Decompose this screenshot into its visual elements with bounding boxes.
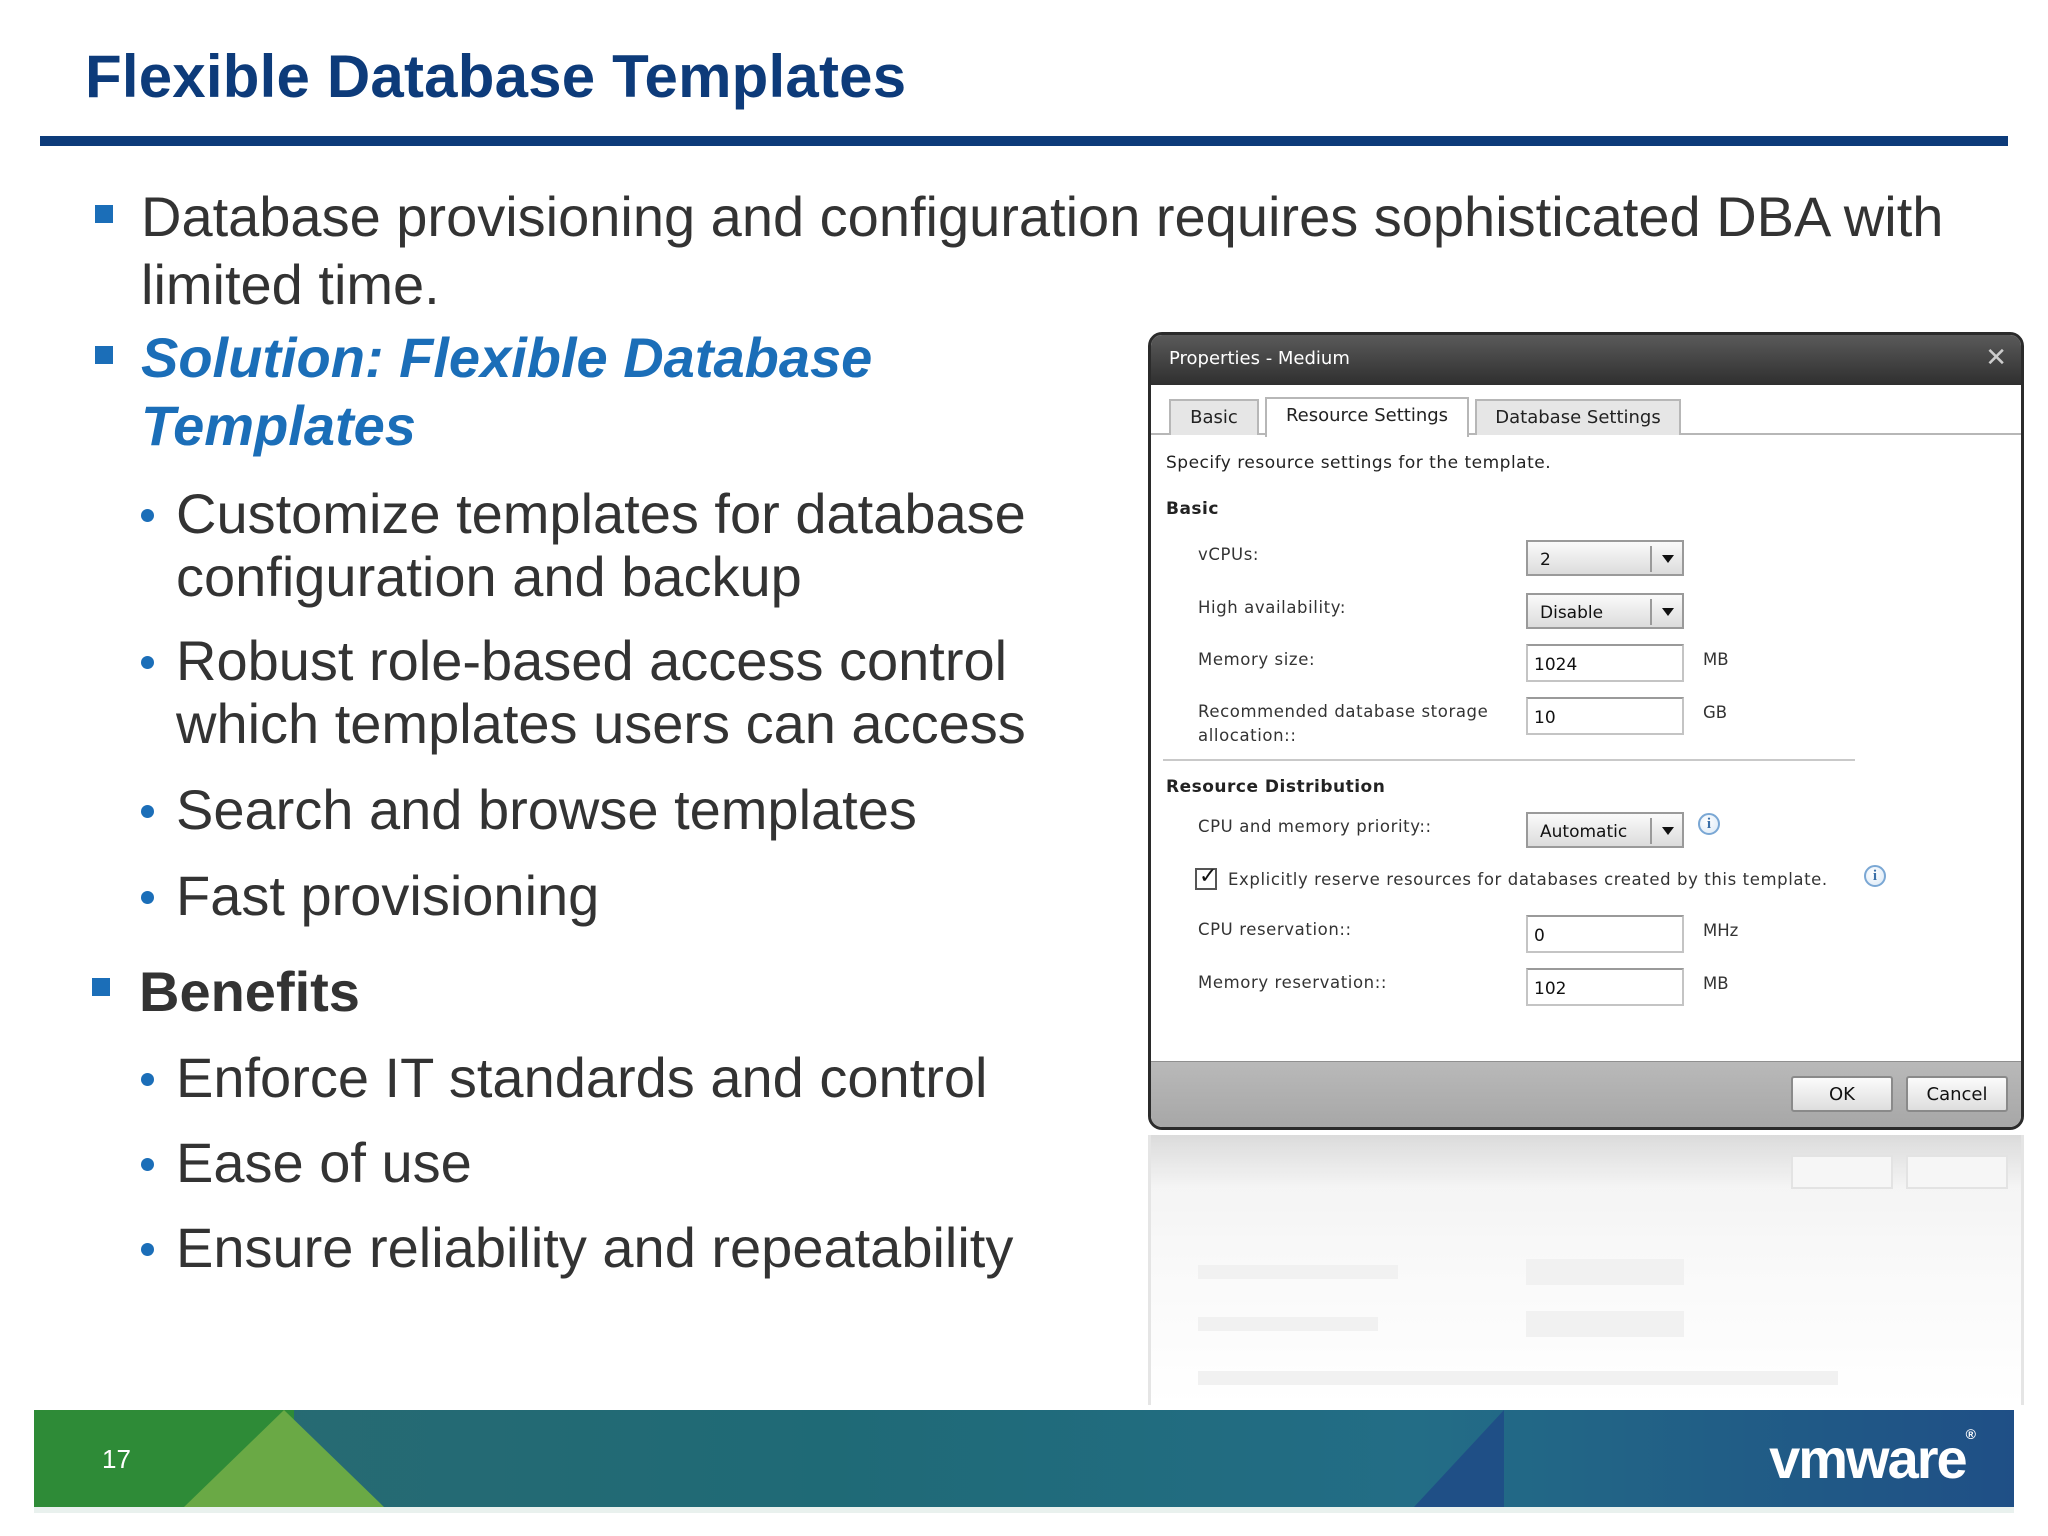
registered-mark: ® [1965,1426,1976,1442]
chevron-down-icon [1662,555,1674,563]
bullet-text: limited time. [141,253,440,316]
title-rule [40,136,2008,146]
vcpus-label: vCPUs: [1198,545,1260,564]
dialog-tabs [1151,395,2021,435]
dialog-titlebar [1151,335,2021,385]
solution-heading: Solution: Flexible Database [141,326,873,389]
basic-heading: Basic [1166,499,1219,519]
cpu-memory-priority-value: Automatic [1540,822,1628,842]
reflection-line [1526,1311,1684,1337]
sub-bullet-text: Customize templates for database [176,482,1026,545]
sub-bullet-text: Enforce IT standards and control [176,1046,988,1109]
tab-basic[interactable]: Basic [1169,399,1259,435]
dialog-footer [1151,1061,2021,1127]
bullet-dot-icon [141,891,154,904]
sub-bullet-text: Ensure reliability and repeatability [176,1216,1014,1279]
footer-band [34,1410,2014,1507]
memory-reservation-label: Memory reservation:: [1198,973,1388,992]
storage-input[interactable] [1526,697,1684,735]
cpu-reservation-unit: MHz [1703,921,1739,940]
cpu-reservation-input[interactable] [1526,915,1684,953]
chevron-down-icon [1662,827,1674,835]
bottom-strip [34,1507,2014,1513]
storage-unit: GB [1703,703,1728,722]
bullet-dot-icon [141,1158,154,1171]
memory-reservation-input[interactable] [1526,968,1684,1006]
cpu-memory-priority-label: CPU and memory priority:: [1198,817,1432,836]
reflection-button [1791,1155,1893,1189]
bullet-dot-icon [141,805,154,818]
resource-distribution-heading: Resource Distribution [1166,777,1386,797]
tab-resource-settings[interactable]: Resource Settings [1265,397,1469,437]
info-icon[interactable]: i [1864,865,1886,887]
dialog-title: Properties - Medium [1169,348,1350,369]
select-divider [1650,818,1652,844]
slide-title: Flexible Database Templates [85,43,907,110]
dialog-reflection [1148,1135,2024,1405]
tab-database-settings[interactable]: Database Settings [1475,399,1681,435]
bullet-dot-icon [141,509,154,522]
checkmark-icon: ✓ [1199,864,1218,889]
cpu-reservation-value: 0 [1534,926,1545,946]
solution-heading: Templates [141,394,416,457]
footer-triangle [1414,1410,1504,1507]
bullet-square-icon [95,205,113,223]
bullet-dot-icon [141,656,154,669]
page-number: 17 [102,1444,131,1474]
reflection-line [1198,1317,1378,1331]
footer-triangle [184,1410,384,1507]
close-icon[interactable]: ✕ [1985,343,2007,373]
ok-button[interactable]: OK [1791,1076,1893,1112]
memory-size-label: Memory size: [1198,650,1316,669]
bullet-dot-icon [141,1243,154,1256]
chevron-down-icon [1662,608,1674,616]
cancel-button[interactable]: Cancel [1906,1076,2008,1112]
sub-bullet-text: Search and browse templates [176,778,917,841]
logo-text: vmware [1769,1427,1966,1490]
storage-value: 10 [1534,708,1556,728]
bullet-square-icon [92,978,110,996]
memory-reservation-value: 102 [1534,979,1567,999]
sub-bullet-text: Robust role-based access control [176,629,1008,692]
vcpus-select[interactable] [1526,540,1684,576]
reflection-footer [1151,1135,2021,1189]
cpu-reservation-label: CPU reservation:: [1198,920,1352,939]
high-availability-select[interactable] [1526,593,1684,629]
reflection-line [1526,1259,1684,1285]
high-availability-label: High availability: [1198,598,1347,617]
high-availability-value: Disable [1540,603,1604,623]
bullet-square-icon [95,346,113,364]
memory-size-value: 1024 [1534,655,1578,675]
sub-bullet-text: Fast provisioning [176,864,600,927]
reserve-resources-label: Explicitly reserve resources for databases created by this template. [1228,870,1828,889]
benefits-heading: Benefits [139,960,360,1023]
bullet-text: Database provisioning and configuration requires sophisticated DBA with [141,185,1944,248]
select-divider [1650,599,1652,625]
bullet-dot-icon [141,1073,154,1086]
reserve-resources-checkbox[interactable] [1195,864,1218,890]
memory-size-input[interactable] [1526,644,1684,682]
reflection-line [1198,1371,1838,1385]
sub-bullet-text: which templates users can access [176,692,1026,755]
reflection-button [1906,1155,2008,1189]
memory-reservation-unit: MB [1703,974,1729,993]
sub-bullet-text: configuration and backup [176,545,802,608]
vmware-logo [1769,1426,1976,1491]
memory-unit: MB [1703,650,1729,669]
sub-bullet-text: Ease of use [176,1131,472,1194]
section-divider [1163,759,1855,761]
storage-label: Recommended database storage allocation:: [1198,702,1489,745]
cpu-memory-priority-select[interactable] [1526,812,1684,848]
select-divider [1650,546,1652,572]
properties-dialog [1148,332,2024,1130]
info-icon[interactable]: i [1698,813,1720,835]
reflection-line [1198,1265,1398,1279]
vcpus-value: 2 [1540,550,1551,570]
instruction-text: Specify resource settings for the template. [1166,453,1552,473]
